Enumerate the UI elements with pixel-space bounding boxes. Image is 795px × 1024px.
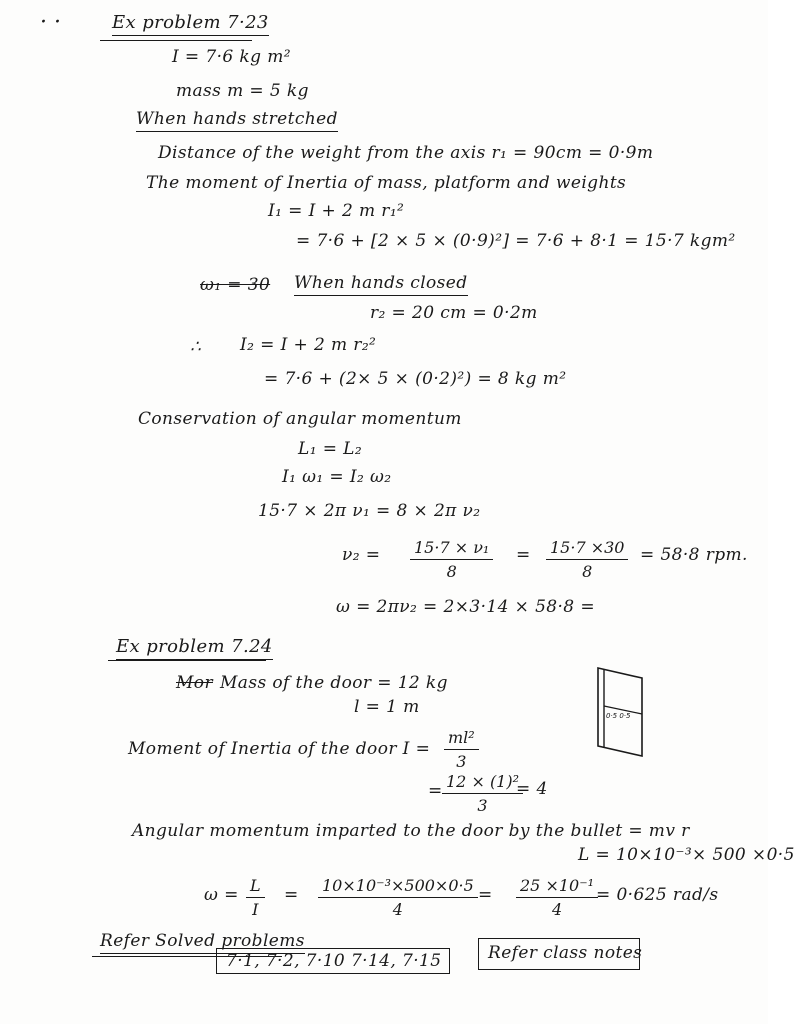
L-value-line: L = 10×10⁻³× 500 ×0·5	[578, 845, 795, 865]
door-moi-equals: =	[428, 781, 443, 801]
L-equation: L₁ = L₂	[298, 439, 363, 459]
nu2-numerator-1: 15·7 × ν₁	[410, 538, 493, 560]
door-moi-numerator-2: 12 × (1)²	[442, 772, 523, 794]
angular-momentum-line: Angular momentum imparted to the door by the bullet = mv r	[132, 821, 690, 841]
moment-of-inertia-given: I = 7·6 kg m²	[172, 47, 291, 67]
moi-intro-line: The moment of Inertia of mass, platform and weights	[146, 173, 627, 193]
omega-numerator-3: 25 ×10⁻¹	[516, 876, 598, 898]
door-moi-result: = 4	[516, 779, 548, 799]
door-dimension-label: 0·5 0·5	[606, 712, 631, 720]
nu2-fraction-1	[410, 538, 493, 581]
refer-solved-label: Refer Solved problems	[100, 930, 305, 954]
omega-equals-1: =	[284, 885, 299, 905]
heading-underline-2	[108, 660, 266, 661]
mass-given: mass m = 5 kg	[176, 81, 309, 101]
I-omega-equation: I₁ ω₁ = I₂ ω₂	[282, 467, 392, 487]
struck-mass-prefix: Mor	[176, 673, 213, 693]
nu2-denominator-1: 8	[446, 562, 457, 581]
nu2-label: ν₂ =	[342, 545, 381, 565]
omega-denominator-2: 4	[392, 900, 403, 919]
problem-7-24-heading: Ex problem 7.24	[116, 636, 273, 660]
r2-line: r₂ = 20 cm = 0·2m	[370, 303, 538, 323]
nu2-result: = 58·8 rpm.	[640, 545, 748, 565]
I1-formula: I₁ = I + 2 m r₁²	[268, 201, 405, 221]
I1-value: = 7·6 + [2 × 5 × (0·9)²] = 7·6 + 8·1 = 15·7 kgm²	[296, 231, 736, 251]
omega-equals-2: =	[478, 885, 493, 905]
door-moi-line: Moment of Inertia of the door I =	[128, 739, 431, 759]
struck-note: ω₁ = 30	[200, 275, 271, 295]
nu-equation: 15·7 × 2π ν₁ = 8 × 2π ν₂	[258, 501, 481, 521]
distance-line: Distance of the weight from the axis r₁ = 90cm = 0·9m	[158, 143, 654, 163]
omega-fraction-3	[516, 876, 598, 919]
solved-problems-list: 7·1, 7·2, 7·10 7·14, 7·15	[226, 951, 442, 971]
door-moi-fraction-2	[442, 772, 523, 815]
therefore-symbol: ∴	[190, 337, 202, 357]
omega-numerator-2: 10×10⁻³×500×0·5	[318, 876, 478, 898]
omega-line: ω = 2πν₂ = 2×3·14 × 58·8 =	[336, 597, 595, 617]
nu2-denominator-2: 8	[582, 562, 593, 581]
omega-label: ω =	[204, 885, 239, 905]
omega-fraction-2	[318, 876, 478, 919]
refer-class-notes: Refer class notes	[488, 943, 643, 963]
door-moi-fraction	[444, 728, 479, 771]
hands-closed-heading: When hands closed	[294, 272, 468, 296]
omega-result: = 0·625 rad/s	[596, 885, 719, 905]
door-sketch	[592, 662, 652, 762]
nu2-fraction-2	[546, 538, 628, 581]
hands-stretched-heading: When hands stretched	[136, 108, 338, 132]
problem-7-23-heading: Ex problem 7·23	[112, 12, 269, 36]
margin-marks: · ·	[40, 10, 61, 35]
omega-denominator-1: I	[252, 900, 259, 919]
door-moi-numerator: ml²	[444, 728, 479, 750]
door-mass-line: Mass of the door = 12 kg	[220, 673, 448, 693]
nu2-numerator-2: 15·7 ×30	[546, 538, 628, 560]
door-moi-denominator: 3	[456, 752, 467, 771]
conservation-line: Conservation of angular momentum	[138, 409, 462, 429]
nu2-equals: =	[516, 545, 531, 565]
I2-formula: I₂ = I + 2 m r₂²	[240, 335, 377, 355]
omega-numerator-1: L	[246, 876, 265, 898]
door-moi-denominator-2: 3	[477, 796, 488, 815]
door-length-line: l = 1 m	[354, 697, 420, 717]
heading-underline	[100, 40, 252, 41]
I2-value: = 7·6 + (2× 5 × (0·2)²) = 8 kg m²	[264, 369, 567, 389]
omega-denominator-3: 4	[551, 900, 563, 919]
omega-fraction-1	[246, 876, 265, 919]
